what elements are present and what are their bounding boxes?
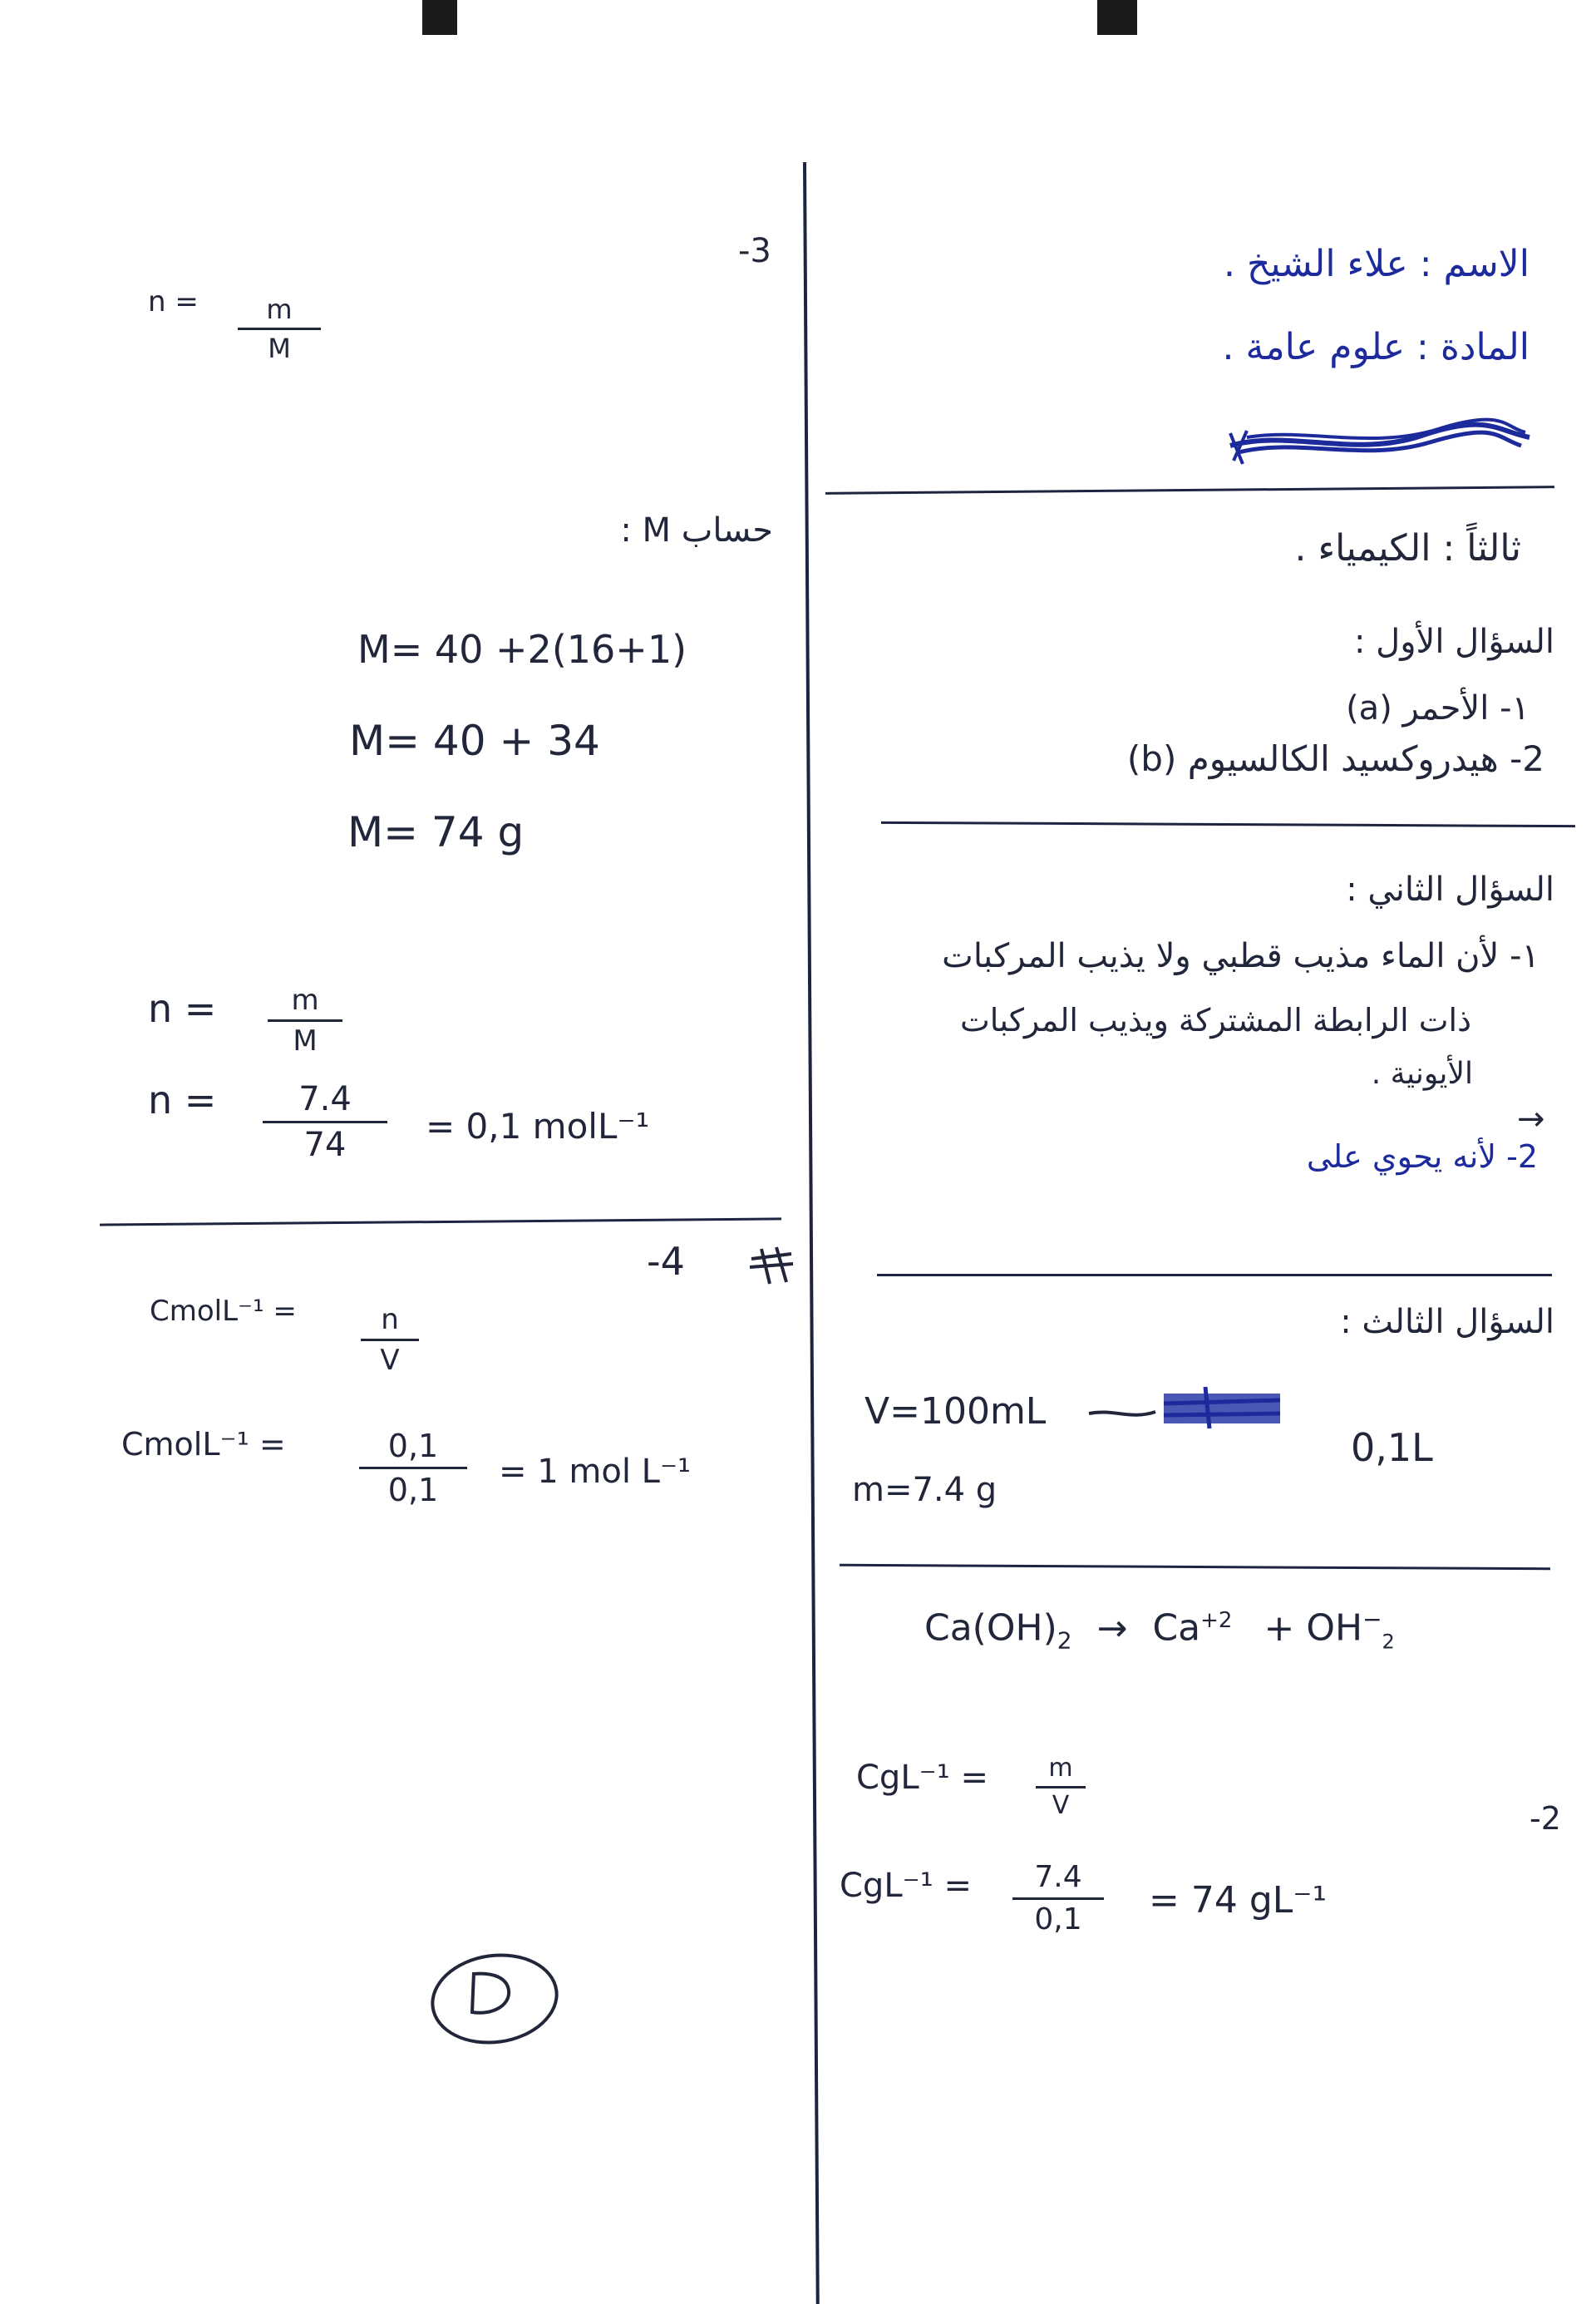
c-formula-denominator: V [380, 1344, 400, 1377]
reaction-ion-1-charge: +2 [1200, 1608, 1233, 1633]
arrow-mark: → [1517, 1100, 1545, 1138]
c-calc-denominator: 0,1 [387, 1472, 439, 1508]
separator-part3 [100, 1217, 781, 1226]
fraction-bar [268, 1019, 342, 1022]
q2-answer-line-1: ١- لأن الماء مذيب قطبي ولا يذيب المركبات [942, 937, 1539, 975]
section-title: ثالثاً : الكيمياء . [1294, 527, 1521, 570]
separator-header [825, 486, 1554, 495]
reaction-reactant: Ca(OH) [924, 1606, 1057, 1650]
n-formula2-denominator: M [293, 1024, 318, 1058]
c-calc-result: = 1 mol L⁻¹ [499, 1453, 692, 1491]
n-formula2-fraction [268, 984, 342, 1058]
molar-mass-line-3: M= 74 g [347, 808, 525, 856]
c-calc-numerator: 0,1 [387, 1428, 439, 1464]
q3-volume-converted: 0,1L [1351, 1425, 1433, 1470]
fraction-bar [263, 1121, 387, 1123]
n-calc-denominator: 74 [303, 1126, 347, 1164]
c-formula-numerator: n [381, 1303, 399, 1336]
molar-mass-line-2: M= 40 + 34 [349, 717, 600, 765]
crossed-out-scribble [1222, 412, 1538, 471]
cg-calc-denominator: 0,1 [1034, 1902, 1082, 1936]
cg-calc-lhs: CgL⁻¹ = [840, 1867, 972, 1905]
fraction-bar [359, 1467, 467, 1469]
crossed-out-scribble-2 [1081, 1379, 1313, 1437]
n-formula-fraction [238, 296, 321, 362]
crossed-out-mark [745, 1242, 798, 1287]
separator-q3 [840, 1564, 1550, 1570]
n-calc-result: = 0,1 molL⁻¹ [426, 1106, 650, 1147]
student-name: الاسم : علاء الشيخ . [1224, 243, 1530, 285]
n-calc-numerator: 7.4 [298, 1080, 352, 1118]
c-formula-fraction [361, 1303, 419, 1377]
molar-mass-title: حساب M : [620, 511, 773, 550]
part-label-3: -3 [738, 232, 771, 270]
cg-calc-result: = 74 gL⁻¹ [1149, 1879, 1328, 1922]
reaction-ion-2-charge: − [1362, 1606, 1382, 1633]
molar-mass-line-1: M= 40 +2(16+1) [357, 627, 687, 672]
column-divider [803, 162, 820, 2304]
q1-title: السؤال الأول : [1353, 623, 1554, 661]
n-formula-lhs: n = [148, 285, 199, 318]
q1-answer-2: 2- هيدروكسيد الكالسيوم (b) [1126, 738, 1544, 779]
c-calc-fraction [359, 1430, 467, 1506]
n-formula2-lhs: n = [148, 986, 217, 1031]
reaction-equation [924, 1606, 1395, 1655]
subject-line: المادة : علوم عامة . [1222, 326, 1530, 368]
reaction-ion-1: Ca [1152, 1606, 1201, 1650]
q3-mass: m=7.4 g [852, 1471, 998, 1509]
separator-q2 [877, 1274, 1552, 1276]
cg-formula-numerator: m [1048, 1754, 1073, 1783]
cg-formula-denominator: V [1052, 1791, 1070, 1820]
separator-q1 [881, 821, 1575, 827]
cg-calc-numerator: 7.4 [1034, 1860, 1082, 1894]
n-formula-numerator: m [266, 294, 293, 325]
q2-answer-line-3: الأيونية . [1371, 1057, 1473, 1091]
cg-calc-fraction [1012, 1862, 1104, 1935]
reaction-reactant-sub: 2 [1057, 1626, 1072, 1655]
n-formula2-numerator: m [291, 984, 319, 1017]
part-label-2: -2 [1530, 1800, 1561, 1837]
cg-formula-fraction [1036, 1756, 1086, 1818]
fraction-bar [1012, 1897, 1104, 1900]
q3-volume: V=100mL [864, 1390, 1047, 1433]
q3-title: السؤال الثالث : [1340, 1303, 1554, 1341]
n-calc-fraction [263, 1080, 387, 1164]
reaction-arrow: → [1096, 1606, 1128, 1650]
n-formula-denominator: M [268, 333, 291, 364]
q2-title: السؤال الثاني : [1346, 871, 1554, 909]
fraction-bar [238, 328, 321, 330]
q1-answer-1: ١- الأحمر (a) [1346, 689, 1530, 728]
q2-answer-2: 2- لأنه يحوي على [1306, 1138, 1538, 1175]
grade-mark [459, 1966, 525, 2024]
cg-formula-lhs: CgL⁻¹ = [856, 1759, 988, 1797]
clip-mark-left [422, 0, 457, 35]
reaction-ion-2-sub: 2 [1382, 1630, 1395, 1654]
c-calc-lhs: CmolL⁻¹ = [121, 1426, 286, 1463]
fraction-bar [1036, 1786, 1086, 1788]
q2-answer-line-2: ذات الرابطة المشتركة ويذيب المركبات [960, 1002, 1471, 1039]
fraction-bar [361, 1339, 419, 1341]
reaction-ion-2: OH [1306, 1606, 1363, 1650]
c-formula-lhs: CmolL⁻¹ = [150, 1295, 297, 1328]
part-label-4: -4 [647, 1239, 685, 1284]
n-calc-lhs: n = [148, 1078, 217, 1122]
clip-mark-right [1097, 0, 1137, 35]
reaction-plus: + [1264, 1606, 1295, 1650]
